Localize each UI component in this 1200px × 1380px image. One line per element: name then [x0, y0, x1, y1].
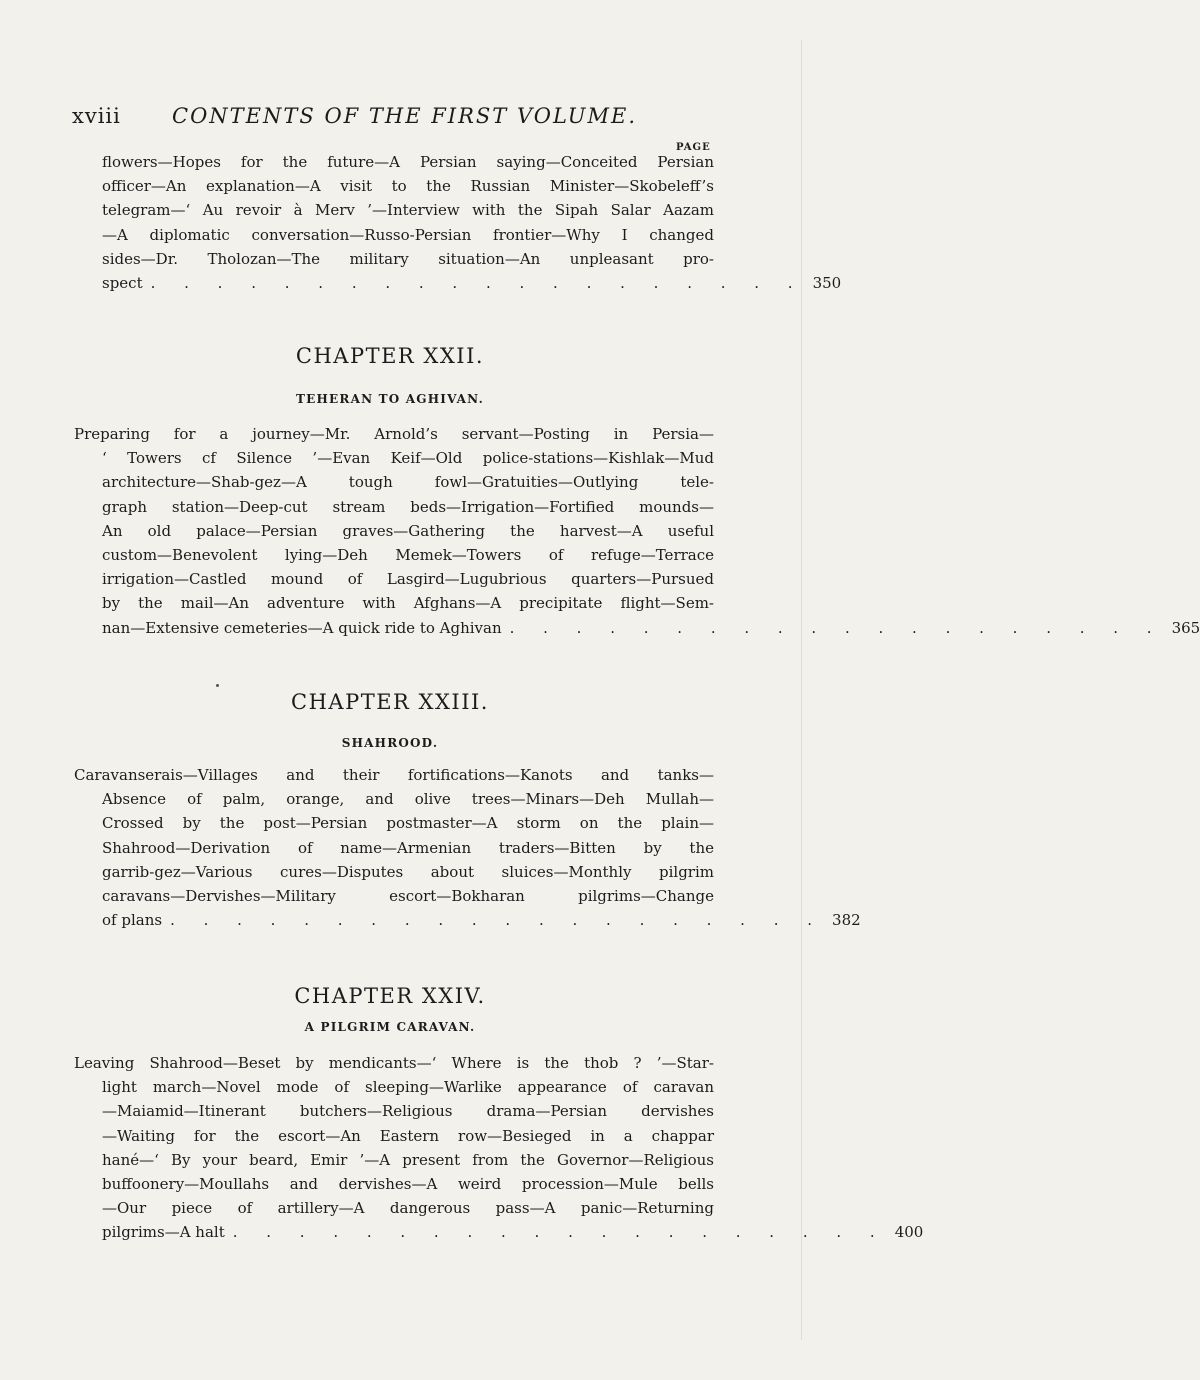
- entry-text: nan—Extensive cemeteries—A quick ride to Aghivan: [102, 618, 502, 637]
- chapter-heading: CHAPTER XXIII.: [291, 690, 489, 714]
- entry-line: Leaving Shahrood—Beset by mendicants—‘ Where is the thob ? ’—Star-: [74, 1054, 714, 1072]
- speck: [216, 684, 219, 687]
- entry-last-line: [102, 616, 1200, 640]
- leader-dots: . . . . . . . . . . . . . . . . . . . .: [170, 911, 825, 930]
- entry-line: —Our piece of artillery—A dangerous pass—A panic—Returning: [102, 1199, 714, 1218]
- entry-last-line: [102, 908, 861, 932]
- entry-line: sides—Dr. Tholozan—The military situation—An unpleasant pro-: [102, 249, 714, 268]
- page-edge: [801, 40, 802, 1340]
- entry-text: spect: [102, 273, 143, 292]
- chapter-heading: CHAPTER XXII.: [295, 344, 485, 368]
- page-ref: 400: [894, 1223, 924, 1242]
- leader-dots: . . . . . . . . . . . . . . . . . . . .: [150, 273, 805, 292]
- page-ref: 382: [832, 911, 861, 930]
- entry-last-line: [102, 271, 842, 295]
- page-number: xviii: [72, 104, 121, 128]
- entry-line: by the mail—An adventure with Afghans—A precipitate flight—Sem-: [102, 594, 714, 613]
- leader-dots: . . . . . . . . . . . . . . . . . . . .: [232, 1223, 887, 1242]
- leader-dots: . . . . . . . . . . . . . . . . . . . .: [509, 618, 1164, 637]
- chapter-summary: [74, 763, 861, 932]
- entry-last-line: [102, 1220, 924, 1244]
- entry-line: graph station—Deep-cut stream beds—Irrigation—Fortified mounds—: [102, 497, 714, 516]
- entry-line: An old palace—Persian graves—Gathering the harvest—A useful: [102, 521, 714, 540]
- chapter-subtitle: TEHERAN TO AGHIVAN.: [296, 392, 484, 406]
- entry-line: Preparing for a journey—Mr. Arnold’s servant—Posting in Persia—: [74, 425, 714, 443]
- entry-line: architecture—Shab-gez—A tough fowl—Gratuities—Outlying tele-: [102, 473, 714, 492]
- chapter-subtitle: SHAHROOD.: [341, 736, 439, 750]
- entry-text: of plans: [102, 911, 163, 930]
- entry-line: —A diplomatic conversation—Russo-Persian frontier—Why I changed: [102, 225, 714, 244]
- entry-line: flowers—Hopes for the future—A Persian saying—Conceited Persian: [102, 153, 714, 171]
- entry-line: custom—Benevolent lying—Deh Memek—Towers of refuge—Terrace: [102, 545, 714, 564]
- entry-line: hané—‘ By your beard, Emir ’—A present from the Governor—Religious: [102, 1150, 714, 1169]
- entry-line: Absence of palm, orange, and olive trees—Minars—Deh Mullah—: [102, 790, 714, 809]
- running-title: CONTENTS OF THE FIRST VOLUME.: [172, 104, 637, 128]
- entry-line: irrigation—Castled mound of Lasgird—Lugubrious quarters—Pursued: [102, 570, 714, 589]
- chapter-subtitle: A PILGRIM CARAVAN.: [304, 1020, 476, 1034]
- running-header: [72, 104, 764, 134]
- entry-line: —Maiamid—Itinerant butchers—Religious drama—Persian dervishes: [102, 1102, 714, 1121]
- chapter-heading: CHAPTER XXIV.: [294, 984, 486, 1008]
- entry-line: Caravanserais—Villages and their fortifications—Kanots and tanks—: [74, 766, 714, 784]
- entry-line: Shahrood—Derivation of name—Armenian traders—Bitten by the: [102, 838, 714, 857]
- entry-line: caravans—Dervishes—Military escort—Bokharan pilgrims—Change: [102, 886, 714, 905]
- page-ref: 350: [812, 273, 842, 292]
- entry-line: Crossed by the post—Persian postmaster—A storm on the plain—: [102, 814, 714, 833]
- entry-line: buffoonery—Moullahs and dervishes—A weird procession—Mule bells: [102, 1174, 714, 1193]
- chapter-summary: [74, 422, 1200, 640]
- entry-line: light march—Novel mode of sleeping—Warlike appearance of caravan: [102, 1078, 714, 1097]
- entry-line: garrib-gez—Various cures—Disputes about sluices—Monthly pilgrim: [102, 862, 714, 881]
- continued-entry: [102, 150, 842, 295]
- entry-line: telegram—‘ Au revoir à Merv ’—Interview with the Sipah Salar Aazam: [102, 201, 714, 220]
- entry-line: officer—An explanation—A visit to the Russian Minister—Skobeleff’s: [102, 177, 714, 196]
- entry-line: ‘ Towers cf Silence ’—Evan Keif—Old police-stations—Kishlak—Mud: [102, 449, 714, 468]
- chapter-summary: [74, 1051, 924, 1245]
- page-ref: 365: [1171, 618, 1200, 637]
- entry-text: pilgrims—A halt: [102, 1223, 225, 1242]
- page-column-label: PAGE: [676, 142, 711, 153]
- entry-line: —Waiting for the escort—An Eastern row—Besieged in a chappar: [102, 1126, 714, 1145]
